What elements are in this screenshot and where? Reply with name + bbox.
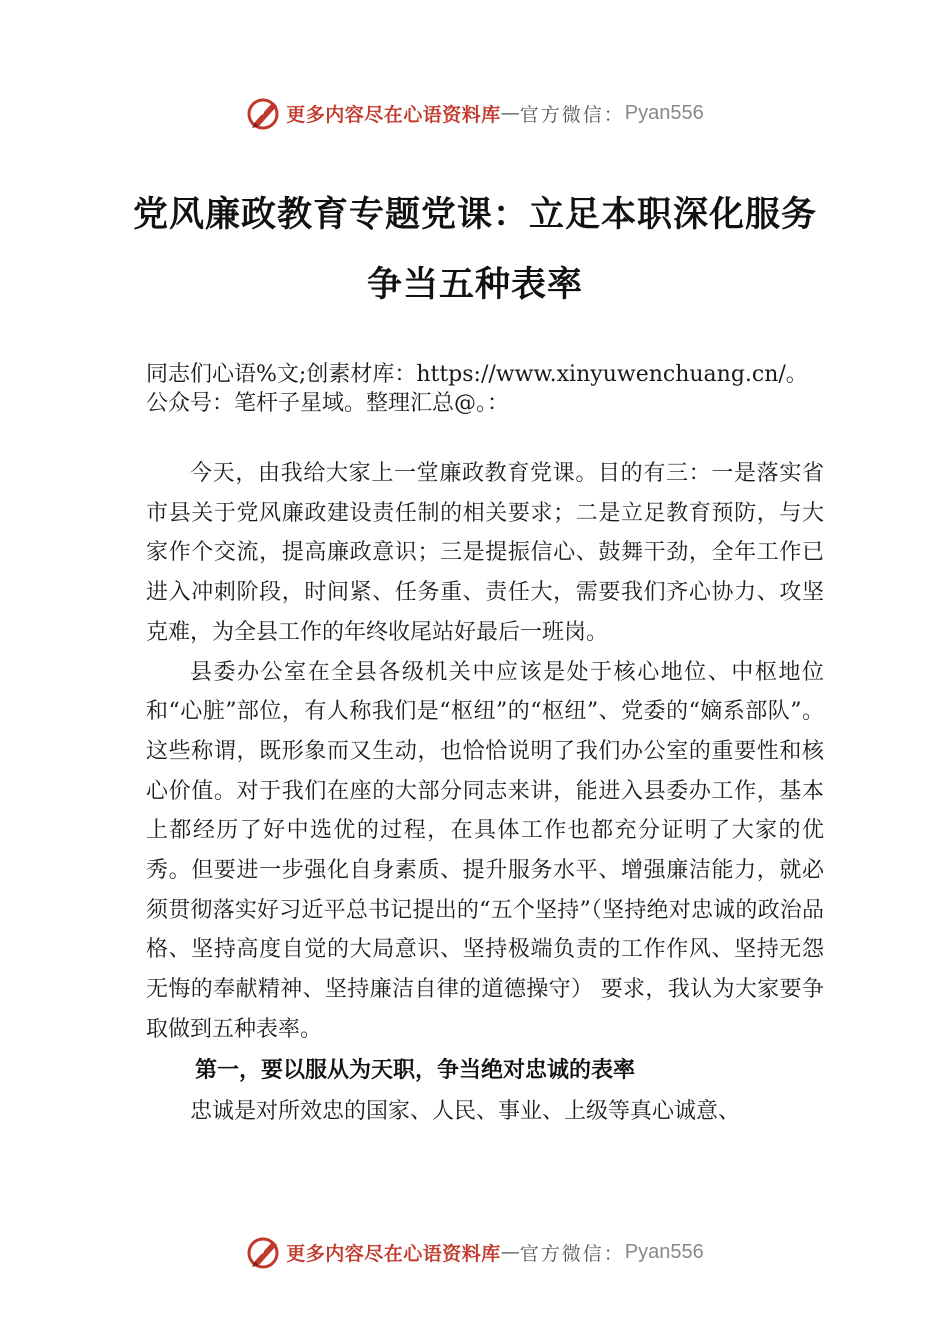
pen-logo-icon: [246, 1234, 282, 1270]
watermark-separator: —: [500, 102, 520, 124]
paragraph-2: 县委办公室在全县各级机关中应该是处于核心地位、中枢地位和“心脏”部位，有人称我们是“枢纽”的“枢纽”、党委的“嫡系部队”。这些称谓，既形象而又生动，也恰恰说明了我们办公室的重要性和核心价值。对于我们在座的大部分同志来讲，能进入县委办工作，基本上都经历了好中选优的过程，在具体工作也都充分证明了大家的优秀。但要进一步强化自身素质、提升服务水平、增强廉洁能力，就必须贯彻落实好习近平总书记提出的“五个坚持”（坚持绝对忠诚的政治品格、坚持高度自觉的大局意识、坚持极端负责的工作作风、坚持无怨无悔的奉献精神、坚持廉洁自律的道德操守） 要求，我认为大家要争取做到五种表率。: [146, 659, 824, 1042]
watermark-banner-bottom: [0, 1232, 950, 1272]
watermark-banner-top: [0, 93, 950, 133]
watermark-wechat-label: 官方微信：: [519, 103, 625, 126]
watermark-wechat-label: 官方微信：: [519, 1242, 625, 1265]
document-body: [146, 454, 824, 1131]
section-paragraph: 忠诚是对所效忠的国家、人民、事业、上级等真心诚意、: [190, 1098, 741, 1124]
watermark-library-text: 更多内容尽在心语资料库: [286, 1242, 501, 1265]
document-title: 党风廉政教育专题党课：立足本职深化服务争当五种表率: [132, 194, 817, 305]
pen-logo-icon: [246, 95, 282, 131]
watermark-wechat-id: Pyan556: [624, 101, 704, 124]
watermark-library-text: 更多内容尽在心语资料库: [286, 103, 501, 126]
paragraph-1: 今天，由我给大家上一堂廉政教育党课。目的有三：一是落实省市县关于党风廉政建设责任制的相关要求；二是立足教育预防，与大家作个交流，提高廉政意识；三是提振信心、鼓舞干劲，全年工作已进入冲刺阶段，时间紧、任务重、责任大，需要我们齐心协力、攻坚克难，为全县工作的年终收尾站好最后一班岗。: [146, 461, 824, 645]
watermark-separator: —: [500, 1241, 520, 1263]
watermark-wechat-id: Pyan556: [624, 1240, 704, 1263]
source-line: 同志们心语%文;创素材库：https://www.xinyuwenchuang.cn/。公众号：笔杆子星域。整理汇总@。：: [146, 362, 808, 416]
section-heading: 第一，要以服从为天职，争当绝对忠诚的表率: [195, 1057, 636, 1083]
